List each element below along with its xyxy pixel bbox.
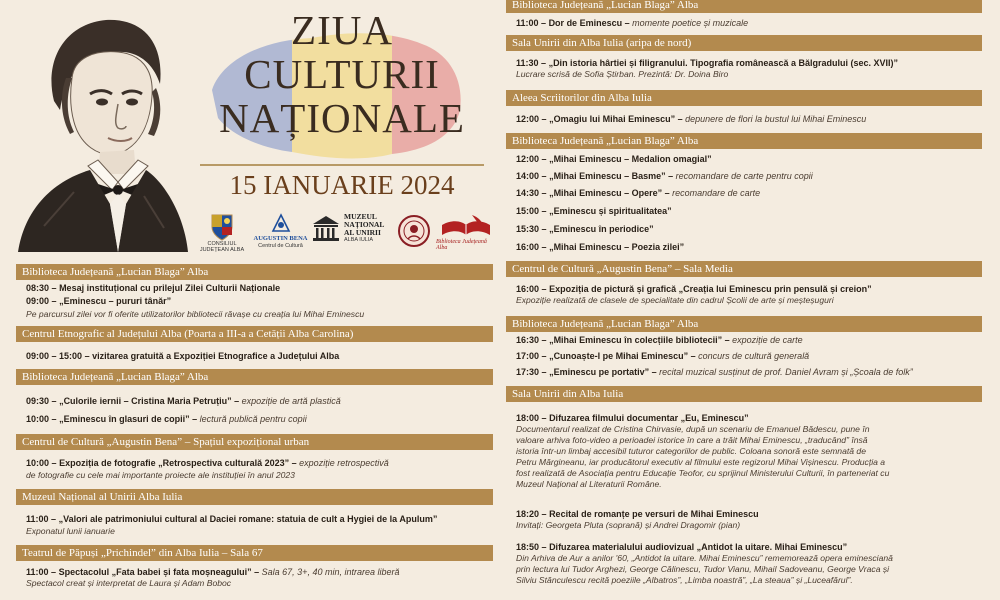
event-title: „Culorile iernii – Cristina Maria Petruțiu”	[59, 396, 232, 406]
venue-header: Muzeul Național al Unirii Alba Iulia	[16, 489, 493, 505]
event-item: 14:00 – „Mihai Eminescu – Basme” – recomandare de carte pentru copii	[516, 171, 813, 181]
event-time: 16:30	[516, 335, 540, 345]
title-line-1: ZIUA	[291, 7, 393, 53]
event-title	[200, 8, 484, 140]
event-description: Sala 67, 3+, 40 min, intrarea liberă	[261, 567, 400, 577]
logo-caption: Biblioteca Județeană Alba	[436, 239, 487, 251]
muzeul-national-al-unirii-logo	[311, 213, 391, 243]
event-title: Difuzarea filmului documentar „Eu, Eminescu”	[549, 413, 749, 423]
event-title: „Omagiu lui Mihai Eminescu”	[549, 114, 676, 124]
event-note: Petru Mărgineanu, iar producătorul executiv al filmului este regizorul Mihai Vișinescu. Producția a	[516, 457, 886, 467]
event-date: 15 IANUARIE 2024	[200, 164, 484, 201]
event-time: 09:00	[26, 296, 50, 306]
event-time: 11:30	[516, 58, 539, 68]
event-description: recital muzical susținut de prof. Daniel Avram și „Școala de folk”	[659, 367, 913, 377]
event-time: 09:00 – 15:00	[26, 351, 83, 361]
event-note: istoria într-un limbaj accesibil tuturor categoriilor de public. Coloana sonoră este semnată de	[516, 446, 866, 456]
event-item: 18:00 – Difuzarea filmului documentar „Eu, Eminescu”	[516, 413, 749, 423]
event-description: recomandare de carte pentru copii	[675, 171, 813, 181]
biblioteca-lucian-blaga-logo	[436, 213, 496, 251]
event-title: „Mihai Eminescu – Medalion omagial”	[549, 154, 712, 164]
logo-caption: CONSILIUL JUDEȚEAN ALBA	[199, 241, 245, 253]
event-title: „Valori ale patrimoniului cultural al Daciei romane: statuia de cult a Hygiei de la Apulum”	[58, 514, 438, 524]
event-title: Mesaj instituțional cu prilejul Zilei Culturii Naționale	[59, 283, 281, 293]
event-note: Exponatul lunii ianuarie	[26, 526, 115, 536]
event-note: fost realizată de Asociația pentru Educație Teofor, cu sprijinul Ministerului Culturii, în parteneriat cu	[516, 468, 890, 478]
venue-header: Centrul Etnografic al Județului Alba (Poarta a III-a a Cetății Alba Carolina)	[16, 326, 493, 342]
event-title: „Eminescu în periodice”	[549, 224, 654, 234]
venue-header: Aleea Scriitorilor din Alba Iulia	[506, 90, 982, 106]
logo-caption: AUGUSTIN BENA	[253, 235, 308, 242]
event-description: lectură publică pentru copii	[199, 414, 307, 424]
event-title: „Din istoria hârtiei și filigranului. Tipografia românească a Bălgradului (sec. XVII)”	[548, 58, 898, 68]
event-item: 11:00 – Spectacolul „Fata babei și fata moșneagului” – Sala 67, 3+, 40 min, intrarea liberă	[26, 567, 400, 577]
venue-header: Sala Unirii din Alba Iulia	[506, 386, 982, 402]
event-time: 09:30	[26, 396, 50, 406]
open-book-quill-icon	[438, 213, 494, 239]
event-time: 16:00	[516, 242, 540, 252]
venue-header: Biblioteca Județeană „Lucian Blaga” Alba	[16, 264, 493, 280]
event-title: Expoziția de fotografie „Retrospectiva culturală 2023”	[59, 458, 290, 468]
event-title: „Eminescu pe portativ”	[549, 367, 650, 377]
event-time: 08:30	[26, 283, 50, 293]
event-note: prin lectura lui Tudor Arghezi, George Călinescu, Tudor Vianu, Mihail Sadoveanu, George Vraca și	[516, 564, 890, 574]
event-title: „Mihai Eminescu – Opere”	[549, 188, 663, 198]
augustin-bena-logo	[253, 213, 309, 249]
partner-logos	[194, 213, 496, 263]
venue-header: Centrul de Cultură „Augustin Bena” – Spațiul expozițional urban	[16, 434, 493, 450]
event-description: concurs de cultură generală	[698, 351, 810, 361]
event-item: 11:00 – Dor de Eminescu – momente poetice și muzicale	[516, 18, 749, 28]
event-item: 11:30 – „Din istoria hârtiei și filigranului. Tipografia românească a Bălgradului (sec. XVII)”	[516, 58, 898, 68]
event-time: 11:00	[516, 18, 539, 28]
event-item: 12:00 – „Mihai Eminescu – Medalion omagial”	[516, 154, 712, 164]
venue-header: Centrul de Cultură „Augustin Bena” – Sala Media	[506, 261, 982, 277]
venue-header: Biblioteca Județeană „Lucian Blaga” Alba	[16, 369, 493, 385]
event-time: 18:50	[516, 542, 540, 552]
venue-header: Teatrul de Păpuși „Prichindel” din Alba Iulia – Sala 67	[16, 545, 493, 561]
event-item: 11:00 – „Valori ale patrimoniului cultural al Daciei romane: statuia de cult a Hygiei de la Apulum”	[26, 514, 438, 524]
event-item: 18:20 – Recital de romanțe pe versuri de Mihai Eminescu	[516, 509, 759, 519]
event-item: 17:00 – „Cunoaște-l pe Mihai Eminescu” – concurs de cultură generală	[516, 351, 810, 361]
event-title: Difuzarea materialului audiovizual „Antidot la uitare. Mihai Eminescu”	[549, 542, 848, 552]
event-time: 12:00	[516, 114, 540, 124]
event-time: 14:00	[516, 171, 540, 181]
event-title: „Eminescu – pururi tânăr”	[59, 296, 172, 306]
museum-building-icon	[311, 214, 341, 242]
bena-emblem-icon	[271, 213, 291, 235]
coat-of-arms-icon	[210, 213, 234, 241]
event-item: 10:00 – „Eminescu în glasuri de copii” – lectură publică pentru copii	[26, 414, 307, 424]
event-note: Pe parcursul zilei vor fi oferite utilizatorilor bibliotecii răvașe cu creația lui Mihai Eminescu	[26, 309, 365, 319]
event-title: Expoziția de pictură și grafică „Creația lui Eminescu prin pensulă și creion”	[549, 284, 872, 294]
logo-subcaption: Centrul de Cultură	[258, 243, 303, 249]
event-title: „Eminescu în glasuri de copii”	[59, 414, 190, 424]
event-time: 17:30	[516, 367, 540, 377]
venue-header: Sala Unirii din Alba Iulia (aripa de nord)	[506, 35, 982, 51]
event-description: expoziție de carte	[732, 335, 803, 345]
event-time: 17:00	[516, 351, 540, 361]
event-description: expoziție retrospectivă	[299, 458, 389, 468]
event-note: Invitați: Georgeta Pluta (soprană) și Andrei Dragomir (pian)	[516, 520, 741, 530]
event-time: 12:00	[516, 154, 540, 164]
event-note: Spectacol creat și interpretat de Laura și Adam Boboc	[26, 578, 232, 588]
event-note: Din Arhiva de Aur a anilor '60, „Antidot la uitare. Mihai Eminescu” rememorează opera eminesciană	[516, 553, 893, 563]
event-time: 15:00	[516, 206, 540, 216]
event-item: 09:00 – 15:00 – vizitarea gratuită a Expoziției Etnografice a Județului Alba	[26, 351, 340, 361]
event-note: de fotografie cu cele mai importante proiecte ale instituției în anul 2023	[26, 470, 295, 480]
event-time: 11:00	[26, 567, 49, 577]
event-item: 08:30 – Mesaj instituțional cu prilejul Zilei Culturii Naționale	[26, 283, 281, 293]
logo-subcaption: ALBA IULIA	[344, 237, 374, 243]
venue-header: Biblioteca Județeană „Lucian Blaga” Alba	[506, 0, 982, 13]
event-item: 16:00 – Expoziția de pictură și grafică „Creația lui Eminescu prin pensulă și creion”	[516, 284, 872, 294]
event-note: Expoziție realizată de clasele de specialitate din cadrul Școlii de arte și meșteșuguri	[516, 295, 834, 305]
event-description: recomandare de carte	[672, 188, 761, 198]
event-item: 12:00 – „Omagiu lui Mihai Eminescu” – depunere de flori la bustul lui Mihai Eminescu	[516, 114, 867, 124]
event-title: „Mihai Eminescu – Poezia zilei”	[549, 242, 685, 252]
event-time: 14:30	[516, 188, 540, 198]
event-title: „Mihai Eminescu în colecțiile bibliotecii”	[549, 335, 723, 345]
event-title: „Eminescu și spiritualitatea”	[549, 206, 672, 216]
title-line-3: NAȚIONALE	[219, 95, 465, 141]
event-description: expoziție de artă plastică	[241, 396, 341, 406]
event-time: 15:30	[516, 224, 540, 234]
event-time: 11:00	[26, 514, 49, 524]
event-item: 15:00 – „Eminescu și spiritualitatea”	[516, 206, 672, 216]
logo-caption: MUZEUL NAȚIONAL AL UNIRII	[344, 212, 385, 237]
event-item: 09:00 – „Eminescu – pururi tânăr”	[26, 296, 172, 306]
venue-header: Biblioteca Județeană „Lucian Blaga” Alba	[506, 133, 982, 149]
event-note: Silviu Stănculescu recită poeziile „Albatros”, „Limba noastră”, „La steaua” și „Luceafărul”.	[516, 575, 853, 585]
event-item: 15:30 – „Eminescu în periodice”	[516, 224, 654, 234]
title-line-2: CULTURII	[244, 51, 440, 97]
mihai-eminescu-portrait	[14, 6, 192, 252]
event-title: „Cunoaște-l pe Mihai Eminescu”	[549, 351, 689, 361]
event-title: Recital de romanțe pe versuri de Mihai Eminescu	[549, 509, 759, 519]
teatrul-prichindel-logo	[394, 213, 434, 249]
event-item: 18:50 – Difuzarea materialului audiovizual „Antidot la uitare. Mihai Eminescu”	[516, 542, 848, 552]
event-note: Documentarul realizat de Cristina Chirvasie, după un scenariu de Emanuel Bădescu, pune în	[516, 424, 870, 434]
event-item: 14:30 – „Mihai Eminescu – Opere” – recomandare de carte	[516, 188, 761, 198]
event-time: 18:20	[516, 509, 540, 519]
event-item: 09:30 – „Culorile iernii – Cristina Maria Petruțiu” – expoziție de artă plastică	[26, 396, 341, 406]
event-title: „Mihai Eminescu – Basme”	[549, 171, 666, 181]
event-time: 10:00	[26, 458, 50, 468]
event-description: momente poetice și muzicale	[632, 18, 749, 28]
event-title: Spectacolul „Fata babei și fata moșneagului”	[58, 567, 252, 577]
event-note: Muzeul Național al Literaturii Române.	[516, 479, 662, 489]
event-title: vizitarea gratuită a Expoziției Etnografice a Județului Alba	[92, 351, 340, 361]
event-item: 16:00 – „Mihai Eminescu – Poezia zilei”	[516, 242, 685, 252]
event-note: Lucrare scrisă de Sofia Știrban. Prezintă: Dr. Doina Biro	[516, 69, 729, 79]
event-item: 10:00 – Expoziția de fotografie „Retrospectiva culturală 2023” – expoziție retrospectivă	[26, 458, 389, 468]
event-note: valoare arhiva foto-video a perioadei istorice în care a trăit Mihai Eminescu, „traducând” însă	[516, 435, 868, 445]
event-time: 16:00	[516, 284, 540, 294]
event-description: depunere de flori la bustul lui Mihai Eminescu	[685, 114, 867, 124]
theatre-seal-icon	[397, 213, 431, 249]
event-title: Dor de Eminescu	[548, 18, 623, 28]
event-item: 17:30 – „Eminescu pe portativ” – recital muzical susținut de prof. Daniel Avram și „Școala de folk”	[516, 367, 913, 377]
event-time: 10:00	[26, 414, 50, 424]
consiliul-judetean-alba-logo	[194, 213, 250, 253]
venue-header: Biblioteca Județeană „Lucian Blaga” Alba	[506, 316, 982, 332]
event-item: 16:30 – „Mihai Eminescu în colecțiile bibliotecii” – expoziție de carte	[516, 335, 803, 345]
event-time: 18:00	[516, 413, 540, 423]
